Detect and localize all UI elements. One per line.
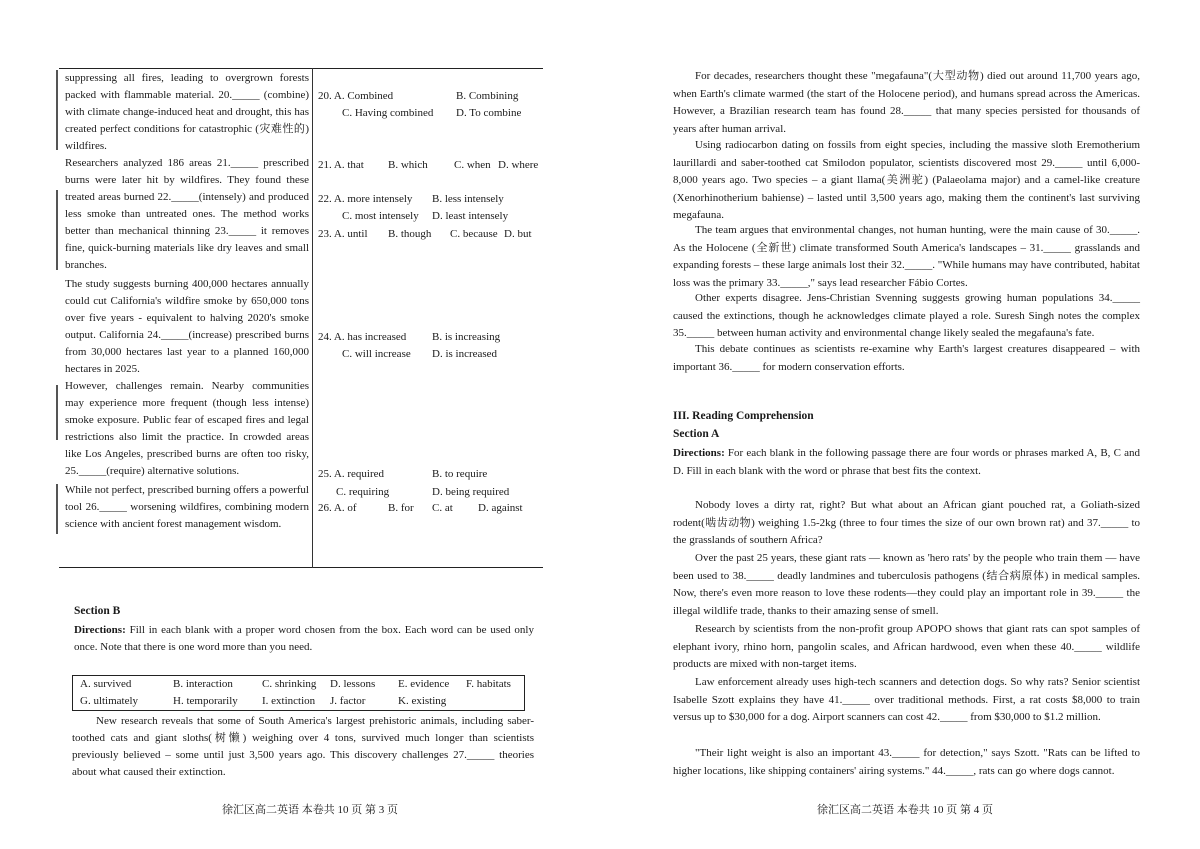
reading-paragraph: "Their light weight is also an important 43._____ for detection," says Szott. "Rats can be lifted to higher locations, like shipping containers' airing systems." 44._____, rats can go where dogs cannot. [673,747,1140,777]
option[interactable]: 22. A. more intensely [318,193,413,205]
box-word: K. existing [398,695,447,707]
box-word: I. extinction [262,695,316,707]
option[interactable]: D. being required [432,486,510,498]
option[interactable]: D. is increased [432,348,498,360]
option[interactable]: B. less intensely [432,193,504,205]
box-word: C. shrinking [262,678,317,690]
section-a-directions [673,445,1140,480]
box-word: F. habitats [466,678,511,690]
binding-mark [56,385,58,440]
reading-paragraph: Nobody loves a dirty rat, right? But what about an African giant pouched rat, a Goliath-sized rodent(啮齿动物) weighing 1.5-2kg (three to four times the size of our own brown rat) and 37._____ to the grasslands of southern Africa? [673,499,1140,546]
box-word: B. interaction [173,678,233,690]
option[interactable]: D. but [504,228,532,240]
page-footer: 徐汇区高二英语 本卷共 10 页 第 3 页 [222,804,398,816]
option[interactable]: C. at [432,502,453,514]
option[interactable]: C. when [454,159,491,171]
option[interactable]: D. least intensely [432,210,509,222]
cloze-paragraph: Researchers analyzed 186 areas 21._____ prescribed burns were later hit by wildfires. They found these treated areas burned 22._____(intensely) and produced less smoke than untreated ones. The method works better than mechanical thinning 23._____ it removes fine, quick-burning materials like dry leaves and small branches. [65,157,309,271]
box-word: G. ultimately [80,695,139,707]
directions-text: Fill in each blank with a proper word chosen from the box. Each word can be used only once. Note that there is one word more than you need. [74,624,534,653]
option[interactable]: 23. A. until [318,228,368,240]
box-word: A. survived [80,678,132,690]
option[interactable]: 20. A. Combined [318,90,394,102]
passage-paragraph: This debate continues as scientists re-examine why Earth's largest creatures disappeared – with important 36._____ for modern conservation efforts. [673,343,1140,373]
option[interactable]: D. against [478,502,523,514]
passage-paragraph: Other experts disagree. Jens-Christian Svenning suggests growing human populations 34._____ caused the extinctions, though he acknowledges climate played a role. Suresh Singh notes the complex 35._____ between human activity and environmental change likely sealed the megafauna's fate. [673,292,1140,339]
cloze-paragraph: However, challenges remain. Nearby communities may experience more frequent (though less intense) smoke exposure. Public fear of escaped fires and legal restrictions also limit the practice. In crowded areas like Los Angeles, prescribed burns are often too risky, 25._____(require) alternative solutions. [65,380,309,477]
binding-mark [56,190,58,270]
reading-paragraph: Over the past 25 years, these giant rats — known as 'hero rats' by the people who train them — have been used to 38._____ deadly landmines and tuberculosis pathogens (结合病原体) in medical samples. Now, there's even more reason to love these rodents—they could play an important role in 39._____ the illegal wildlife trade, thanks to their amazing sense of smell. [673,552,1140,617]
option[interactable]: B. is increasing [432,331,501,343]
directions-text: For each blank in the following passage there are four words or phrases marked A, B, C and D. Fill in each blank with the word or phrase that best fits the context. [673,447,1140,477]
option[interactable]: 24. A. has increased [318,331,407,343]
cloze-paragraph: While not perfect, prescribed burning offers a powerful tool 26._____ worsening wildfires, combining modern science with ancient forest management wisdom. [65,484,309,530]
box-word: D. lessons [330,678,376,690]
directions-label: Directions: [673,447,725,459]
option[interactable]: 26. A. of [318,502,357,514]
box-word: E. evidence [398,678,450,690]
reading-paragraph: Law enforcement already uses high-tech scanners and detection dogs. So why rats? Senior scientist Isabelle Szott explains they have 41._____ over traditional methods. First, a rat costs $8,000 to train versus up to $30,000 for a dog. Airport scanners can cost 42._____ from $30,000 to $1.2 million. [673,676,1140,723]
option[interactable]: C. requiring [336,486,390,498]
option[interactable]: D. where [498,159,539,171]
cloze-paragraph: suppressing all fires, leading to overgrown forests packed with flammable material. 20._____ (combine) with climate change-induced heat and drought, this has created perfect conditions for catastrophic (灾难性的) wildfires. [65,72,309,152]
part-title: III. Reading Comprehension [673,410,814,422]
binding-mark [56,484,58,534]
section-b-title: Section B [74,605,121,617]
directions-label: Directions: [74,624,126,636]
table-divider [312,68,313,568]
option[interactable]: C. because [450,228,498,240]
option[interactable]: B. for [388,502,414,514]
section-b-directions [74,622,534,656]
option[interactable]: D. To combine [456,107,522,119]
reading-paragraph: Research by scientists from the non-profit group APOPO shows that giant rats can spot samples of elephant ivory, rhino horn, pangolin scales, and African hardwood, even when these 40._____ wildlife products are mixed with non-target items. [673,623,1140,670]
passage-paragraph: Using radiocarbon dating on fossils from eight species, including the massive sloth Eremotherium laurillardi and saber-toothed cat Smilodon populator, scientists discovered most 29._____ until 6,000-8,000 years ago. Two species – a giant llama(美洲驼) (Palaeolama major) and a camel-like creature (Xenorhinotherium bahiense) – lasted until 3,500 years ago, making them the continent's last surviving megafauna. [673,139,1140,221]
binding-mark [56,70,58,150]
passage-paragraph: The team argues that environmental changes, not human hunting, were the main cause of 30._____. As the Holocene (全新世) climate transformed South America's landscapes – 31._____ grasslands and expanding forests – these large animals lost their 32._____. "While humans may have contributed, habitat loss was the primary 33._____," says lead researcher Fábio Cortes. [673,224,1140,289]
option[interactable]: C. will increase [342,348,411,360]
option[interactable]: B. to require [432,468,488,480]
box-word: H. temporarily [173,695,238,707]
option[interactable]: B. though [388,228,432,240]
cloze-paragraph: The study suggests burning 400,000 hectares annually could cut California's wildfire smoke by 650,000 tons over five years - equivalent to halving 2020's smoke output. California 24._____(increase) prescribed burns from 30,000 hectares last year to a planned 160,000 hectares in 2025. [65,278,309,375]
section-b-intro: New research reveals that some of South America's largest prehistoric animals, including saber-toothed cats and giant sloths(树懒) weighing over 4 tons, survived much longer than scientists previously believed – some until just 3,500 years ago. This discovery challenges 27._____ theories about what caused their extinction. [72,715,534,778]
page-footer: 徐汇区高二英语 本卷共 10 页 第 4 页 [817,804,993,816]
option[interactable]: B. Combining [456,90,519,102]
option[interactable]: 21. A. that [318,159,364,171]
passage-paragraph: For decades, researchers thought these "megafauna"(大型动物) died out around 11,700 years ago, when Earth's climate warmed (the start of the Holocene period), and humans spread across the Americas. However, a Brazilian research team has found 28._____ that many species persisted for thousands of years after human arrival. [673,70,1140,135]
box-word: J. factor [330,695,366,707]
word-box [72,675,525,711]
section-a-title: Section A [673,428,720,440]
option[interactable]: B. which [388,159,428,171]
option[interactable]: C. Having combined [342,107,434,119]
option[interactable]: C. most intensely [342,210,419,222]
option[interactable]: 25. A. required [318,468,384,480]
